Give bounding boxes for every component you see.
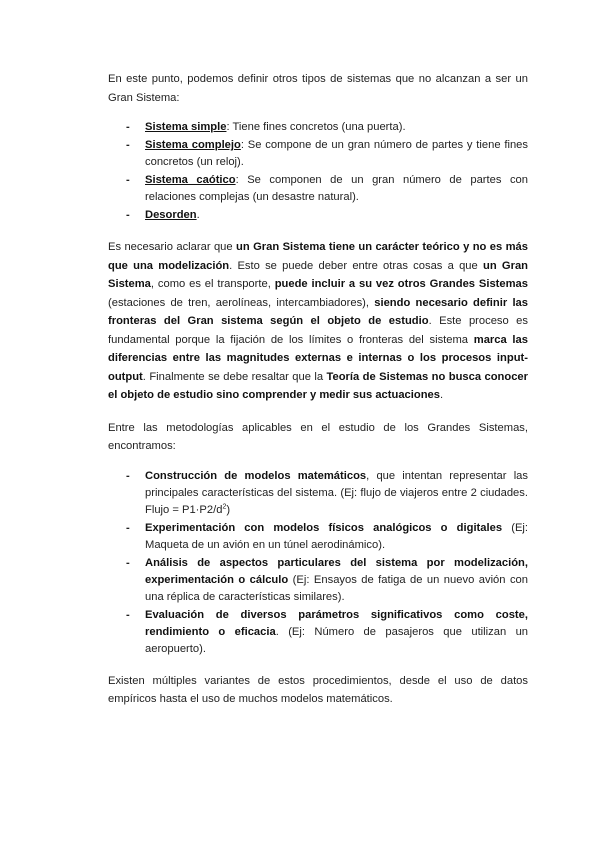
list-item: - Experimentación con modelos físicos analógicos o digitales (Ej: Maqueta de un avión en un túnel aerodinámico). bbox=[108, 520, 528, 554]
closing-paragraph: Existen múltiples variantes de estos procedimientos, desde el uso de datos empíricos hasta el uso de muchos modelos matemáticos. bbox=[108, 674, 528, 705]
term: Desorden bbox=[145, 209, 197, 221]
list-item: - Análisis de aspectos particulares del sistema por modelización, experimentación o cálculo (Ej: Ensayos de fatiga de un nuevo avión con una réplica de características similares). bbox=[108, 555, 528, 606]
term: Sistema simple bbox=[145, 121, 227, 133]
list-item: - Sistema simple: Tiene fines concretos (una puerta). bbox=[108, 119, 528, 136]
methodologies-list bbox=[108, 468, 528, 658]
list-item: - Evaluación de diversos parámetros significativos como coste, rendimiento o eficacia. (Ej: Número de pasajeros que utilizan un aeropuerto). bbox=[108, 607, 528, 658]
list-item: - Construcción de modelos matemáticos, que intentan representar las principales características del sistema. (Ej: flujo de viajeros entre 2 ciudades. Flujo = $P1\cdot P2/d^2$) bbox=[108, 468, 528, 519]
term: Sistema caótico bbox=[145, 174, 236, 186]
list-item: - Sistema caótico: Se componen de un gran número de partes con relaciones complejas (un desastre natural). bbox=[108, 172, 528, 206]
methodologies-intro-paragraph: Entre las metodologías aplicables en el estudio de los Grandes Sistemas, encontramos: bbox=[108, 421, 528, 452]
gran-sistema-paragraph: Es necesario aclarar que un Gran Sistema tiene un carácter teórico y no es más que una modelización. Esto se puede deber entre otras cosas a que un Gran Sistema, como es el transporte, puede incluir a su vez otros Grandes Sistemas (estaciones de tren, aerolíneas, intercambiadores), siendo necesario definir las fronteras del Gran sistema según el objeto de estudio. Este proceso es fundamental porque la fijación de los límites o fronteras del sistema marca las diferencias entre las magnitudes externas e internas o los procesos input-output. Finalmente se debe resaltar que la Teoría de Sistemas no busca conocer el objeto de estudio sino comprender y medir sus actuaciones. bbox=[108, 241, 529, 401]
list-item: - Sistema complejo: Se compone de un gran número de partes y tiene fines concretos (un reloj). bbox=[108, 137, 528, 171]
intro-paragraph: En este punto, podemos definir otros tipos de sistemas que no alcanzan a ser un Gran Sistema: bbox=[108, 73, 528, 104]
list-item: - Desorden. bbox=[108, 207, 528, 224]
term: Sistema complejo bbox=[145, 139, 241, 151]
system-types-list bbox=[108, 119, 528, 224]
